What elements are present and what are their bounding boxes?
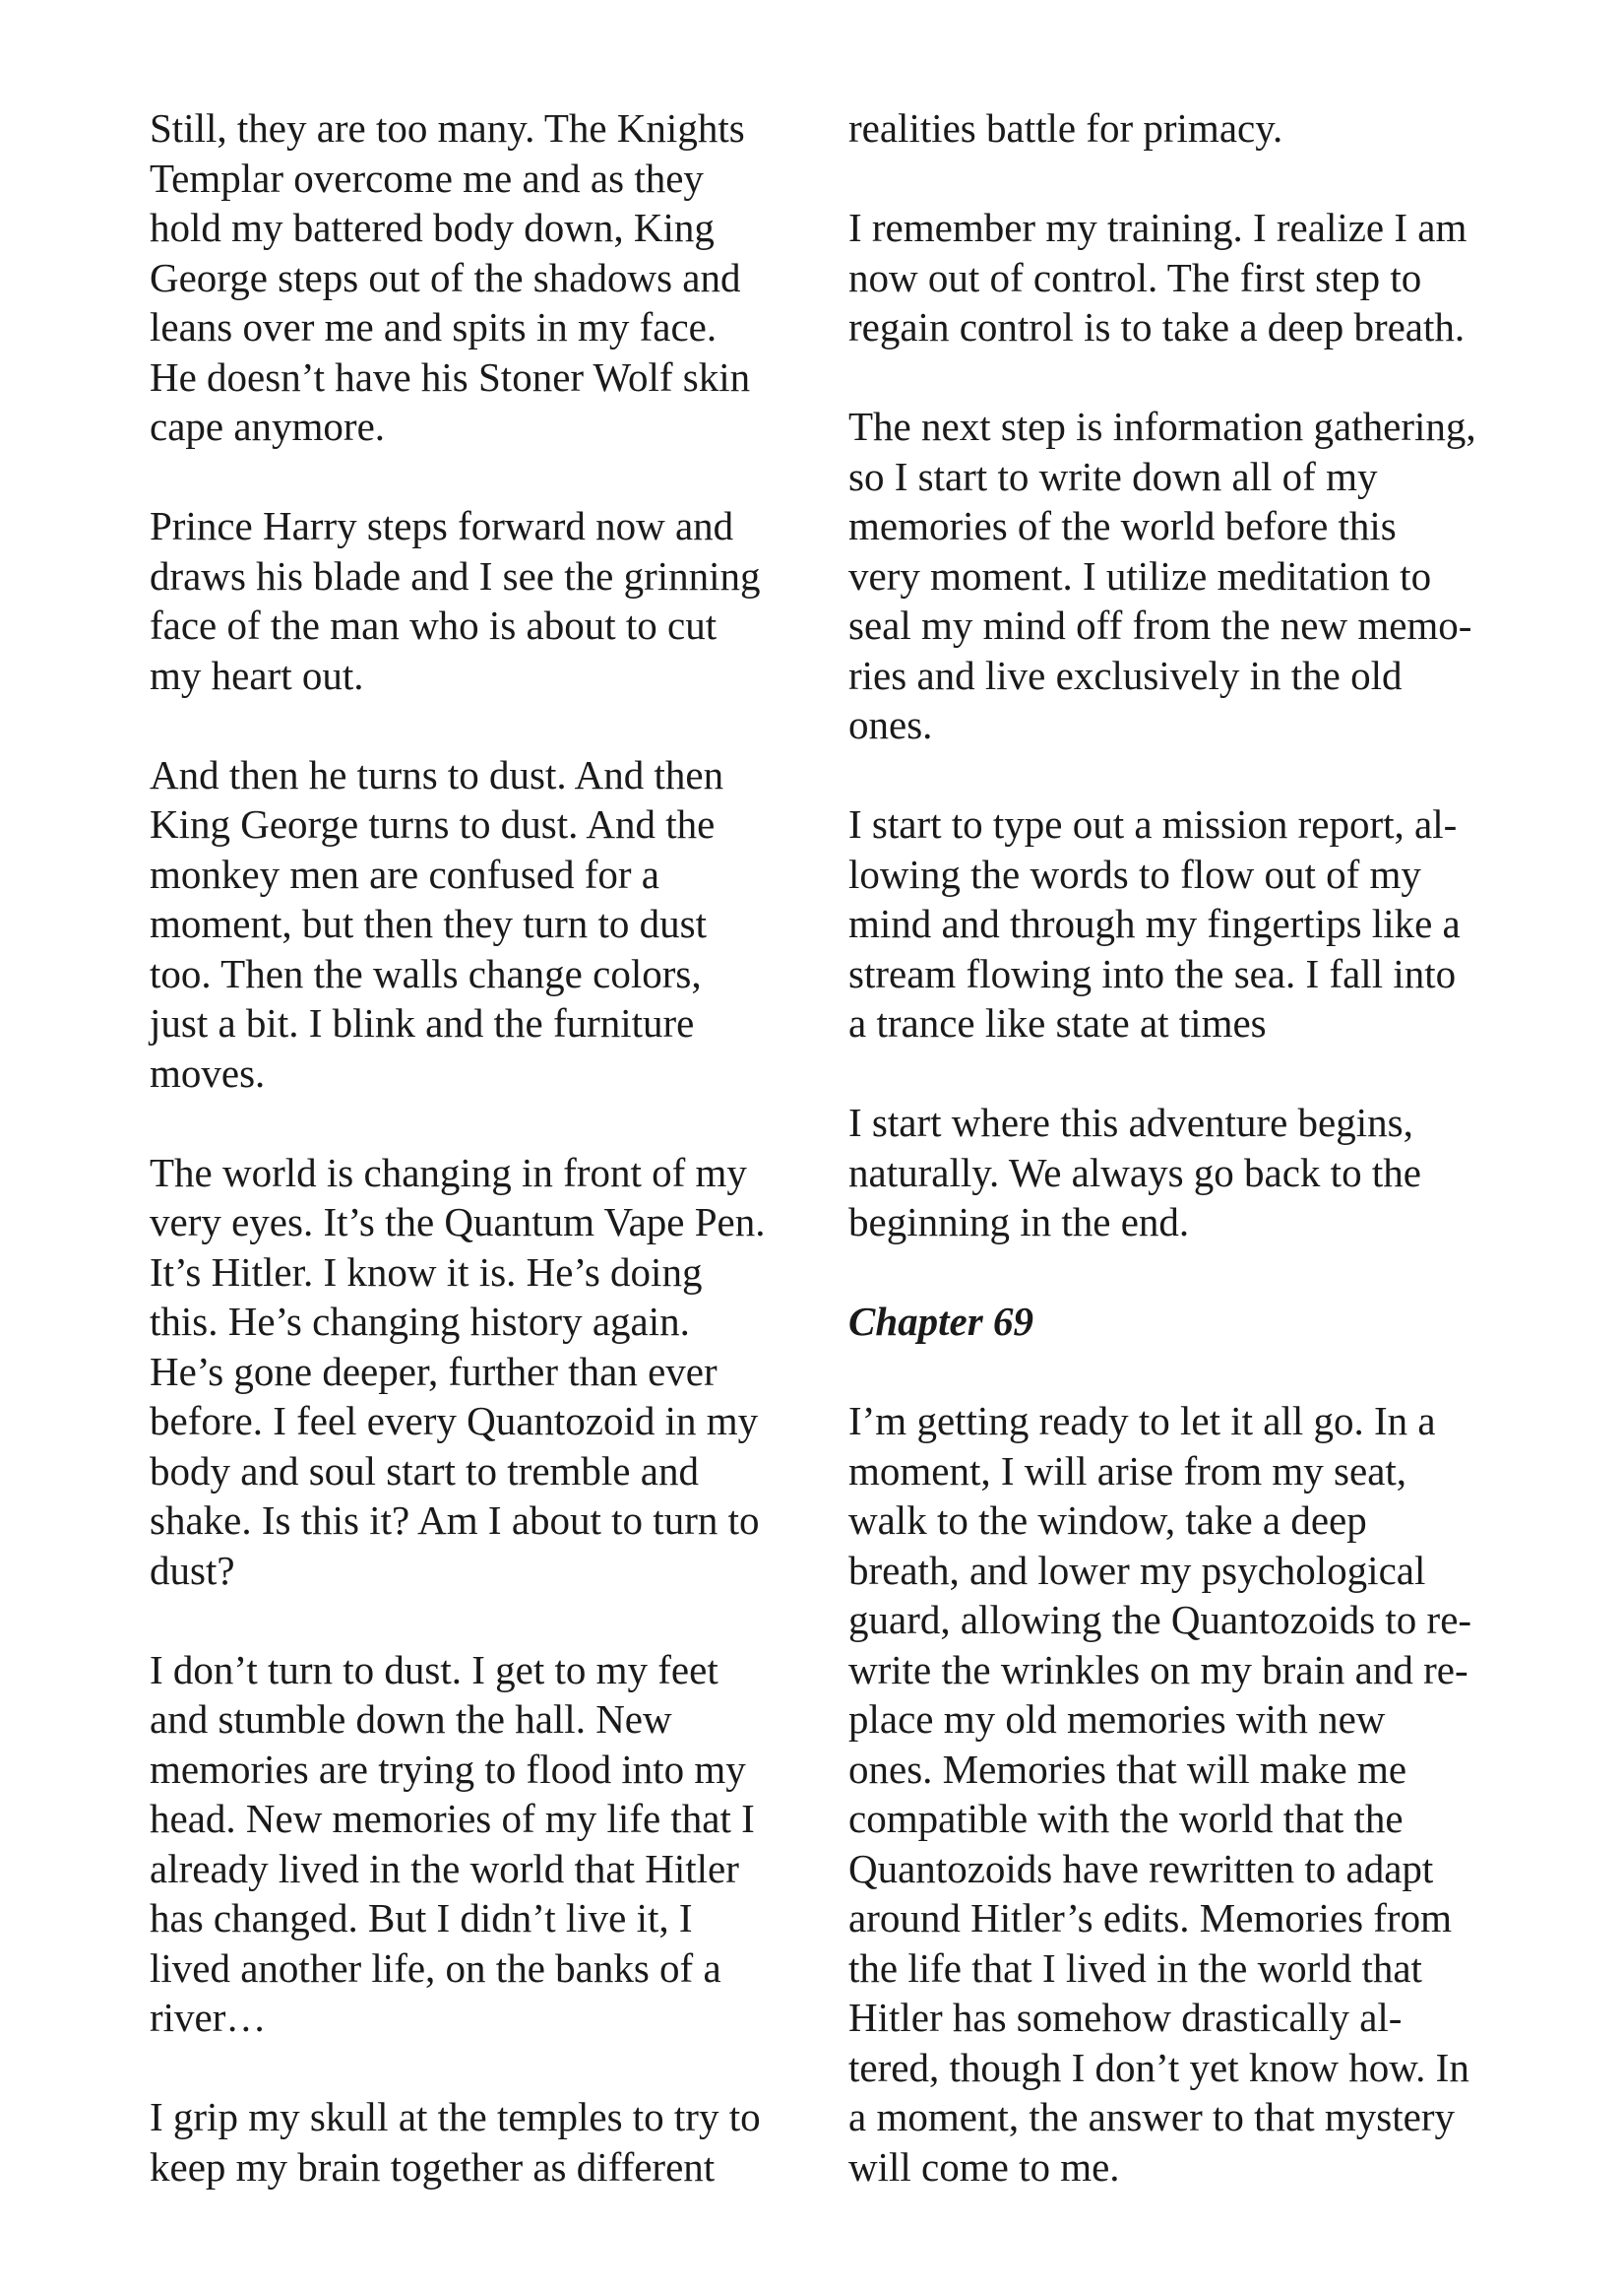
text-line: King George turns to dust. And the [150,801,716,847]
chapter-heading: Chapter 69 [848,1299,1033,1344]
paragraph [150,501,799,700]
text-line: And then he turns to dust. And then [150,751,724,797]
text-line: this. He’s changing history again. [150,1299,690,1344]
text-line: the life that I lived in the world that [848,1944,1422,1991]
paragraph [150,1148,799,1596]
paragraph [848,1396,1498,2192]
text-line: a trance like state at times [848,1000,1267,1046]
text-line: hold my battered body down, King [150,205,715,250]
text-line: cape anymore. [150,404,386,449]
text-line: before. I feel every Quantozoid in my [150,1398,759,1443]
right-column [848,103,1498,2192]
text-line: write the wrinkles on my brain and re- [848,1646,1468,1692]
text-line: Hitler has somehow drastically al- [848,1995,1403,2040]
text-line: too. Then the walls change colors, [150,950,702,996]
text-line: face of the man who is about to cut [150,603,718,648]
text-line: moves. [150,1049,266,1096]
text-line: lowing the words to flow out of my [848,851,1421,897]
text-line: beginning in the end. [848,1199,1190,1244]
text-line: George steps out of the shadows and [150,254,741,300]
text-line: monkey men are confused for a [150,851,659,897]
text-line: tered, though I don’t yet know how. In [848,2044,1469,2090]
text-line: regain control is to take a deep breath. [848,304,1466,350]
text-line: memories are trying to flood into my [150,1746,746,1792]
text-line: I start where this adventure begins, [848,1100,1413,1145]
text-line: just a bit. I blink and the furniture [150,1000,695,1046]
text-line: compatible with the world that the [848,1796,1404,1841]
paragraph-gap [150,1595,799,1645]
text-line: I don’t turn to dust. I get to my feet [150,1646,718,1692]
paragraph [150,750,799,1099]
text-line: my heart out. [150,652,364,698]
paragraph [150,1645,799,2043]
text-line: moment, I will arise from my seat, [848,1447,1407,1494]
text-line: river… [150,1995,267,2040]
text-line: keep my brain together as different [150,2143,716,2190]
paragraph-gap [848,1247,1498,1298]
text-line: very moment. I utilize meditation to [848,552,1432,599]
paragraph [848,103,1498,154]
text-line: around Hitler’s edits. Memories from [848,1895,1452,1940]
paragraph-gap [848,750,1498,800]
paragraph-gap [150,452,799,502]
text-line: moment, but then they turn to dust [150,901,707,946]
paragraph [150,103,799,452]
text-line: ones. [848,702,933,747]
paragraph-gap [150,1098,799,1148]
text-line: Quantozoids have rewritten to adapt [848,1845,1434,1891]
text-line: lived another life, on the banks of a [150,1944,721,1991]
paragraph-gap [848,1347,1498,1397]
text-line: I grip my skull at the temples to try to [150,2094,761,2139]
text-line: seal my mind off from the new memo- [848,603,1472,648]
paragraph [848,402,1498,750]
text-line: The next step is information gathering, [848,404,1476,449]
text-line: and stumble down the hall. New [150,1696,672,1742]
paragraph [150,2092,799,2192]
text-line: body and soul start to tremble and [150,1447,699,1494]
text-line: I’m getting ready to let it all go. In a [848,1398,1436,1443]
text-line: leans over me and spits in my face. [150,304,718,350]
text-line: He’s gone deeper, further than ever [150,1348,718,1394]
text-line: place my old memories with new [848,1696,1386,1742]
paragraph [848,203,1498,352]
text-line: very eyes. It’s the Quantum Vape Pen. [150,1199,766,1244]
text-line: Still, they are too many. The Knights [150,105,745,151]
paragraph [848,799,1498,1049]
text-line: ones. Memories that will make me [848,1746,1407,1792]
text-line: will come to me. [848,2143,1120,2190]
text-line: mind and through my fingertips like a [848,901,1461,946]
text-line: draws his blade and I see the grinning [150,552,761,599]
left-column [150,103,799,2192]
text-line: dust? [150,1547,235,1593]
text-line: now out of control. The first step to [848,254,1422,300]
text-line: already lived in the world that Hitler [150,1845,739,1891]
paragraph-gap [848,352,1498,403]
text-line: ries and live exclusively in the old [848,652,1403,698]
paragraph-gap [848,154,1498,204]
text-line: It’s Hitler. I know it is. He’s doing [150,1248,703,1295]
text-line: walk to the window, take a deep [848,1497,1367,1543]
text-line: a moment, the answer to that mystery [848,2094,1455,2139]
text-line: Prince Harry steps forward now and [150,503,734,548]
text-line: I start to type out a mission report, al- [848,801,1458,847]
text-line: naturally. We always go back to the [848,1149,1421,1195]
text-line: so I start to write down all of my [848,453,1378,499]
text-line: Templar overcome me and as they [150,155,704,201]
text-line: head. New memories of my life that I [150,1796,755,1841]
text-line: The world is changing in front of my [150,1149,747,1195]
text-line: guard, allowing the Quantozoids to re- [848,1597,1472,1642]
text-line: memories of the world before this [848,503,1397,548]
text-line: shake. Is this it? Am I about to turn to [150,1497,760,1543]
text-line: stream flowing into the sea. I fall into [848,950,1457,996]
text-line: realities battle for primacy. [848,105,1283,151]
paragraph-gap [848,1049,1498,1099]
text-line: I remember my training. I realize I am [848,205,1468,250]
text-line: breath, and lower my psychological [848,1547,1426,1593]
paragraph-gap [150,2043,799,2093]
paragraph [848,1098,1498,1247]
paragraph-gap [150,700,799,750]
text-line: has changed. But I didn’t live it, I [150,1895,693,1940]
text-line: He doesn’t have his Stoner Wolf skin [150,353,751,400]
